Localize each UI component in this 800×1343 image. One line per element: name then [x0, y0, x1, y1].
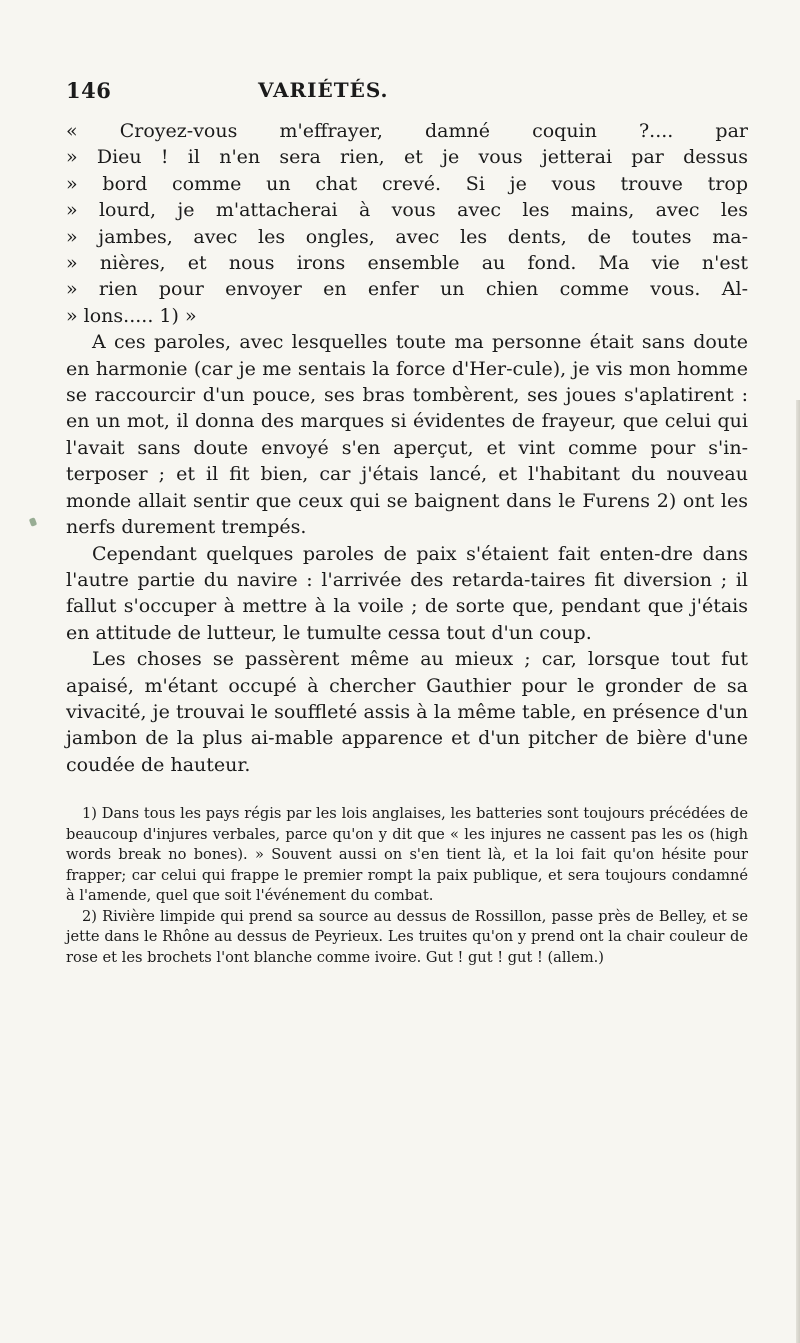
footnote: 1) Dans tous les pays régis par les lois anglaises, les batteries sont toujours précédées de beaucoup d'injures verbales, parce qu'on y dit que « les injures ne cassent pas les os (high words break no bones). » Souvent aussi on s'en tient là, et la loi fait qu'on hésite pour frapper; car celui qui frappe le premier rompt la paix publique, et sera toujours condamné à l'amende, quel que soit l'événement du combat. [66, 805, 748, 905]
paragraph: Les choses se passèrent même au mieux ; car, lorsque tout fut apaisé, m'étant occupé à chercher Gauthier pour le gronder de sa vivacité, je trouvai le souffleté assis à la même table, en présence d'un jambon de la plus ai-mable apparence et d'un pitcher de bière d'une coudée de hauteur. [66, 648, 748, 776]
quote-line: » lons..... 1) » [66, 304, 197, 327]
quote-line: » Dieu ! il n'en sera rien, et je vous jetterai par dessus [66, 146, 748, 169]
footnotes [66, 804, 748, 968]
book-page [66, 78, 748, 968]
quote-line: » jambes, avec les ongles, avec les dents, de toutes ma- [66, 225, 748, 248]
ink-spot [29, 517, 37, 527]
quoted-speech [66, 118, 748, 329]
page-number: 146 [66, 78, 112, 103]
body-text [66, 118, 748, 778]
quote-line: « Croyez-vous m'effrayer, damné coquin ?.... par [66, 120, 748, 142]
quote-line: » nières, et nous irons ensemble au fond. Ma vie n'est [66, 252, 748, 275]
footnote: 2) Rivière limpide qui prend sa source au dessus de Rossillon, passe près de Belley, et se jette dans le Rhône au dessus de Peyrieux. Les truites qu'on y prend ont la chair couleur de rose et les brochets l'ont blanche comme ivoire. Gut ! gut ! gut ! (allem.) [66, 907, 748, 966]
running-head [66, 78, 748, 108]
page-edge-shadow [796, 400, 800, 1343]
paragraph: Cependant quelques paroles de paix s'étaient fait enten-dre dans l'autre partie du navire : l'arrivée des retarda-taires fit diversion ; il fallut s'occuper à mettre à la voile ; de sorte que, pendant que j'étais en attitude de lutteur, le tumulte cessa tout d'un coup. [66, 542, 748, 644]
quote-line: » rien pour envoyer en enfer un chien comme vous. Al- [66, 278, 748, 301]
running-title: VARIÉTÉS. [258, 78, 389, 102]
quote-line: » lourd, je m'attacherai à vous avec les mains, avec les [66, 199, 748, 222]
paragraph: A ces paroles, avec lesquelles toute ma personne était sans doute en harmonie (car je me sentais la force d'Her-cule), je vis mon homme se raccourcir d'un pouce, ses bras tombèrent, ses joues s'aplatirent : en un mot, il donna des marques si évidentes de frayeur, que celui qui l'avait sans doute envoyé s'en aperçut, et vint comme pour s'in-terposer ; et il fit bien, car j'étais lancé, et l'habitant du nouveau monde allait sentir que ceux qui se baignent dans le Furens 2) ont les nerfs durement trempés. [66, 331, 748, 539]
quote-line: » bord comme un chat crevé. Si je vous trouve trop [66, 172, 748, 195]
